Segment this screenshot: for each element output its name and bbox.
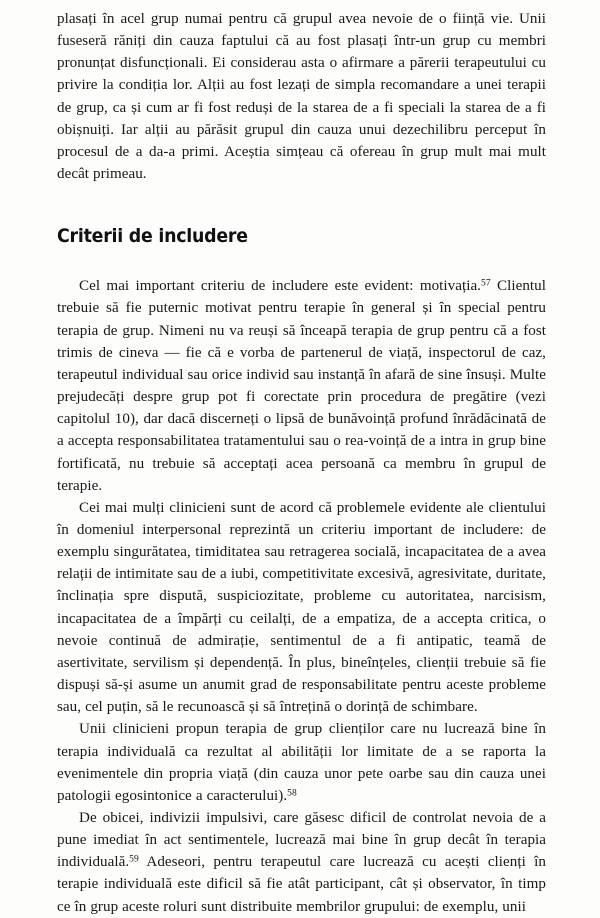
top-spacer — [57, 0, 546, 8]
paragraph-motivation-text-before-footnote: Cel mai important criteriu de includere este evident: motivația. — [79, 278, 481, 295]
paragraph-impulsive-text-after-footnote: Adeseori, pentru terapeutul care lucrează cu acești clienți în terapie individuală este dificil să fie atât participant, cât și observator, în timp ce în grup aceste roluri sunt distribuite membrilor grupului: de exemplu, unii — [57, 854, 546, 915]
paragraph-interpersonal-problems: Cei mai mulți clinicieni sunt de acord că problemele evidente ale clientului în domeniul interpersonal reprezintă un criteriu important de includere: de exemplu singurătatea, timiditatea sau retragerea socială, incapacitatea de a avea relații de intimitate sau de a iubi, competitivitate excesivă, agresivitate, duritate, înclinația spre dispută, suspiciozitate, probleme cu autoritatea, narcisism, incapacitatea de a împărți cu ceilalți, de a empatiza, de a accepta critica, o nevoie continuă de admirație, sentimentul de a fi antipatic, teamă de asertivitate, servilism și dependență. În plus, bineînțeles, clienții trebuie să fie dispuși să-și asume un anumit grad de responsabilitate pentru aceste probleme sau, cel puțin, să le recunoască și să întrețină o dorință de schimbare. — [57, 499, 546, 716]
footnote-marker-58[interactable]: 58 — [287, 788, 297, 799]
paragraph-impulsive-individuals — [57, 807, 546, 918]
text-column — [57, 0, 546, 918]
spacer-after-heading — [57, 248, 546, 275]
paragraph-individual-therapy — [57, 718, 546, 807]
paragraph-motivation-text-after-footnote: Clientul trebuie să fie puternic motivat pentru terapie în general și în special pentru terapia de grup. Nimeni nu va reuși să înceapă terapia de grup pentru că a fost trimis de cineva — fie că e vorba de partenerul de viață, inspectorul de caz, terapeutul individual sau orice individ sau instanță în afară de sine însuși. Multe prejudecăți despre grup pot fi corectate prin procedura de pregătire (vezi capitolul 10), dar dacă discerneți o lipsă de bunăvoință profund înrădăcinată de a accepta responsabilitatea tratamentului sau o rea-voință de a intra in grup bine fortificată, nu trebuie să acceptați acea persoană ca membru în grupul de terapie. — [57, 278, 546, 494]
spacer-before-heading — [57, 185, 546, 226]
paragraph-impulsive-text-before-footnote: De obicei, indivizii impulsivi, care găsesc dificil de controlat nevoia de a pune imediat în act sentimentele, lucrează mai bine în grup decât în terapia individuală. — [57, 810, 546, 871]
footnote-marker-57[interactable]: 57 — [481, 278, 491, 289]
paragraph-individual-therapy-text: Unii clinicieni propun terapia de grup clienților care nu lucrează bine în terapia individuală ca rezultat al abilității lor limitate de a se raporta la evenimentele din propria viață (din cauza unor pete oarbe sau din cauza unei patologii egosintonice a caracterului). — [57, 721, 546, 804]
paragraph-motivation — [57, 275, 546, 497]
section-heading: Criterii de includere — [57, 226, 248, 248]
footnote-marker-59[interactable]: 59 — [129, 854, 139, 865]
paragraph-continued-from-previous-page: plasați în acel grup numai pentru că grupul avea nevoie de o ființă vie. Unii fuseseră răniți din cauza faptului că au fost plasați într-un grup cu membri pronunțat disfuncționali. Ei considerau asta o afirmare a părerii terapeutului cu privire la condiția lor. Alții au fost lezați de simpla recomandare a unei terapii de grup, ca și cum ar fi fost reduși de la starea de a fi speciali la starea de a fi obișnuiți. Iar alții au părăsit grupul din cauza unui dezechilibru perceput în procesul de a da-a primi. Aceștia simțeau că ofereau în grup mult mai mult decât primeau. — [57, 11, 546, 183]
